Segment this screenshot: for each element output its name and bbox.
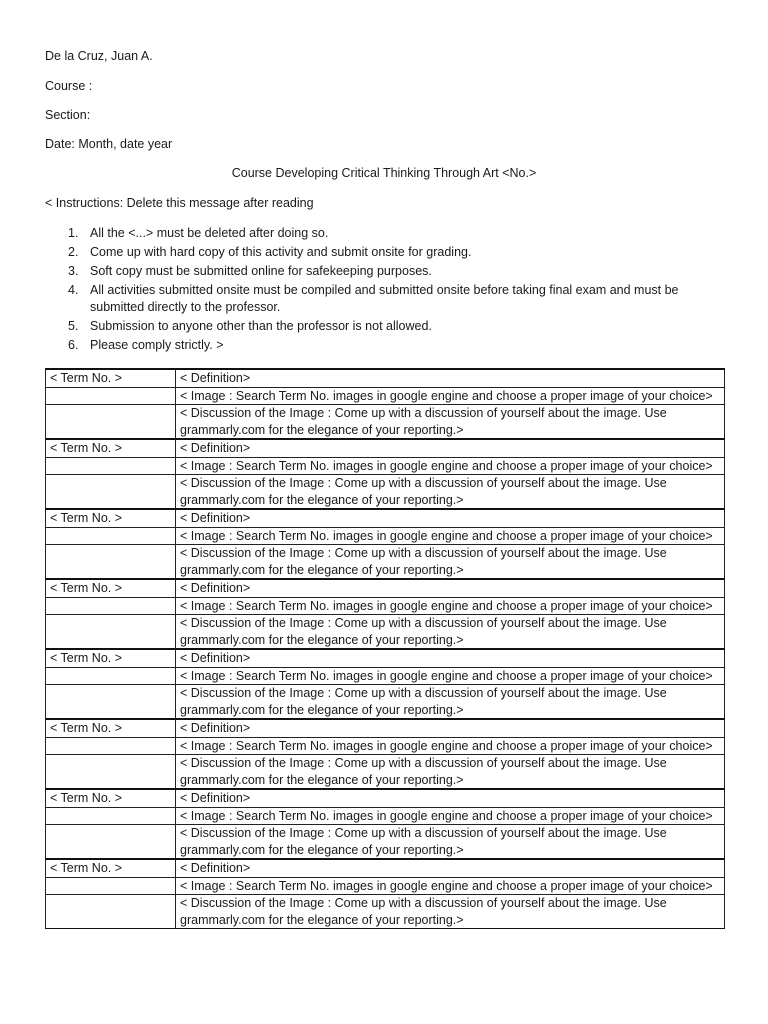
term-discussion-row	[46, 825, 725, 860]
term-label: < Term No. >	[50, 581, 123, 595]
instruction-text: Submission to anyone other than the professor is not allowed.	[90, 318, 432, 333]
term-definition: < Definition>	[180, 861, 251, 875]
section-line: Section:	[45, 108, 91, 122]
term-definition-row	[46, 439, 725, 457]
term-discussion-instruction: < Discussion of the Image : Come up with a discussion of yourself about the image. Use grammarly.com for the elegance of your reporting.>	[180, 546, 667, 577]
term-label: < Term No. >	[50, 861, 123, 875]
term-image-row	[46, 737, 725, 755]
term-image-row	[46, 527, 725, 545]
term-definition: < Definition>	[180, 651, 251, 665]
term-discussion-row	[46, 405, 725, 440]
term-image-instruction: < Image : Search Term No. images in google engine and choose a proper image of your choice>	[180, 668, 713, 683]
instruction-item	[68, 225, 690, 242]
term-discussion-instruction: < Discussion of the Image : Come up with a discussion of yourself about the image. Use grammarly.com for the elegance of your reporting.>	[180, 756, 667, 787]
term-definition: < Definition>	[180, 791, 251, 805]
term-image-instruction: < Image : Search Term No. images in google engine and choose a proper image of your choice>	[180, 388, 713, 403]
term-image-instruction: < Image : Search Term No. images in google engine and choose a proper image of your choice>	[180, 598, 713, 613]
term-label: < Term No. >	[50, 721, 123, 735]
instruction-item	[68, 263, 690, 280]
term-discussion-row	[46, 615, 725, 650]
term-definition-row	[46, 859, 725, 877]
term-definition-row	[46, 579, 725, 597]
term-discussion-row	[46, 685, 725, 720]
term-discussion-row	[46, 895, 725, 929]
instruction-text: All the <...> must be deleted after doing so.	[90, 226, 329, 240]
term-definition: < Definition>	[180, 511, 251, 525]
term-discussion-instruction: < Discussion of the Image : Come up with a discussion of yourself about the image. Use grammarly.com for the elegance of your reporting.>	[180, 826, 667, 857]
instruction-number: 4.	[68, 283, 79, 297]
term-discussion-row	[46, 545, 725, 580]
instruction-item	[68, 244, 690, 261]
term-discussion-row	[46, 475, 725, 510]
instruction-number: 3.	[68, 264, 79, 278]
term-image-row	[46, 667, 725, 685]
instruction-text: Come up with hard copy of this activity and submit onsite for grading.	[90, 245, 472, 259]
term-label: < Term No. >	[50, 441, 123, 455]
term-definition-row	[46, 789, 725, 807]
student-name: De la Cruz, Juan A.	[45, 49, 153, 63]
term-image-instruction: < Image : Search Term No. images in google engine and choose a proper image of your choice>	[180, 738, 713, 753]
term-image-instruction: < Image : Search Term No. images in google engine and choose a proper image of your choice>	[180, 458, 713, 473]
term-image-instruction: < Image : Search Term No. images in google engine and choose a proper image of your choice>	[180, 528, 713, 543]
document-title: Course Developing Critical Thinking Through Art <No.>	[231, 166, 537, 180]
date-line: Date: Month, date year	[45, 137, 173, 151]
term-definition-row	[46, 719, 725, 737]
term-image-row	[46, 807, 725, 825]
term-image-row	[46, 877, 725, 895]
term-discussion-row	[46, 755, 725, 790]
instruction-text: Please comply strictly. >	[90, 337, 224, 352]
term-image-instruction: < Image : Search Term No. images in google engine and choose a proper image of your choice>	[180, 878, 713, 893]
instruction-number: 2.	[68, 245, 79, 259]
instruction-item	[68, 318, 690, 335]
term-definition-row	[46, 649, 725, 667]
term-definition: < Definition>	[180, 721, 251, 735]
term-definition-row	[46, 369, 725, 387]
term-image-row	[46, 387, 725, 405]
instruction-text: All activities submitted onsite must be compiled and submitted onsite before taking final exam and must be submitted directly to the professor.	[90, 283, 679, 314]
term-label: < Term No. >	[50, 651, 123, 665]
instruction-text: Soft copy must be submitted online for safekeeping purposes.	[90, 264, 432, 278]
instruction-item	[68, 282, 690, 315]
instructions-list	[68, 225, 690, 356]
term-definition: < Definition>	[180, 441, 251, 455]
instruction-number: 1.	[68, 226, 79, 240]
instructions-heading: < Instructions: Delete this message after reading	[45, 196, 314, 210]
term-label: < Term No. >	[50, 371, 123, 385]
instruction-number: 6.	[68, 337, 79, 352]
terms-table	[45, 368, 725, 929]
term-image-row	[46, 457, 725, 475]
instruction-item	[68, 337, 690, 354]
term-discussion-instruction: < Discussion of the Image : Come up with a discussion of yourself about the image. Use grammarly.com for the elegance of your reporting.>	[180, 616, 667, 647]
instruction-number: 5.	[68, 318, 79, 333]
term-discussion-instruction: < Discussion of the Image : Come up with a discussion of yourself about the image. Use grammarly.com for the elegance of your reporting.>	[180, 896, 667, 927]
term-discussion-instruction: < Discussion of the Image : Come up with a discussion of yourself about the image. Use grammarly.com for the elegance of your reporting.>	[180, 406, 667, 437]
course-line: Course :	[45, 79, 93, 93]
term-image-row	[46, 597, 725, 615]
term-discussion-instruction: < Discussion of the Image : Come up with a discussion of yourself about the image. Use grammarly.com for the elegance of your reporting.>	[180, 476, 667, 507]
term-label: < Term No. >	[50, 791, 123, 805]
term-discussion-instruction: < Discussion of the Image : Come up with a discussion of yourself about the image. Use grammarly.com for the elegance of your reporting.>	[180, 686, 667, 717]
term-image-instruction: < Image : Search Term No. images in google engine and choose a proper image of your choice>	[180, 808, 713, 823]
term-definition: < Definition>	[180, 371, 251, 385]
term-label: < Term No. >	[50, 511, 123, 525]
term-definition-row	[46, 509, 725, 527]
term-definition: < Definition>	[180, 581, 251, 595]
